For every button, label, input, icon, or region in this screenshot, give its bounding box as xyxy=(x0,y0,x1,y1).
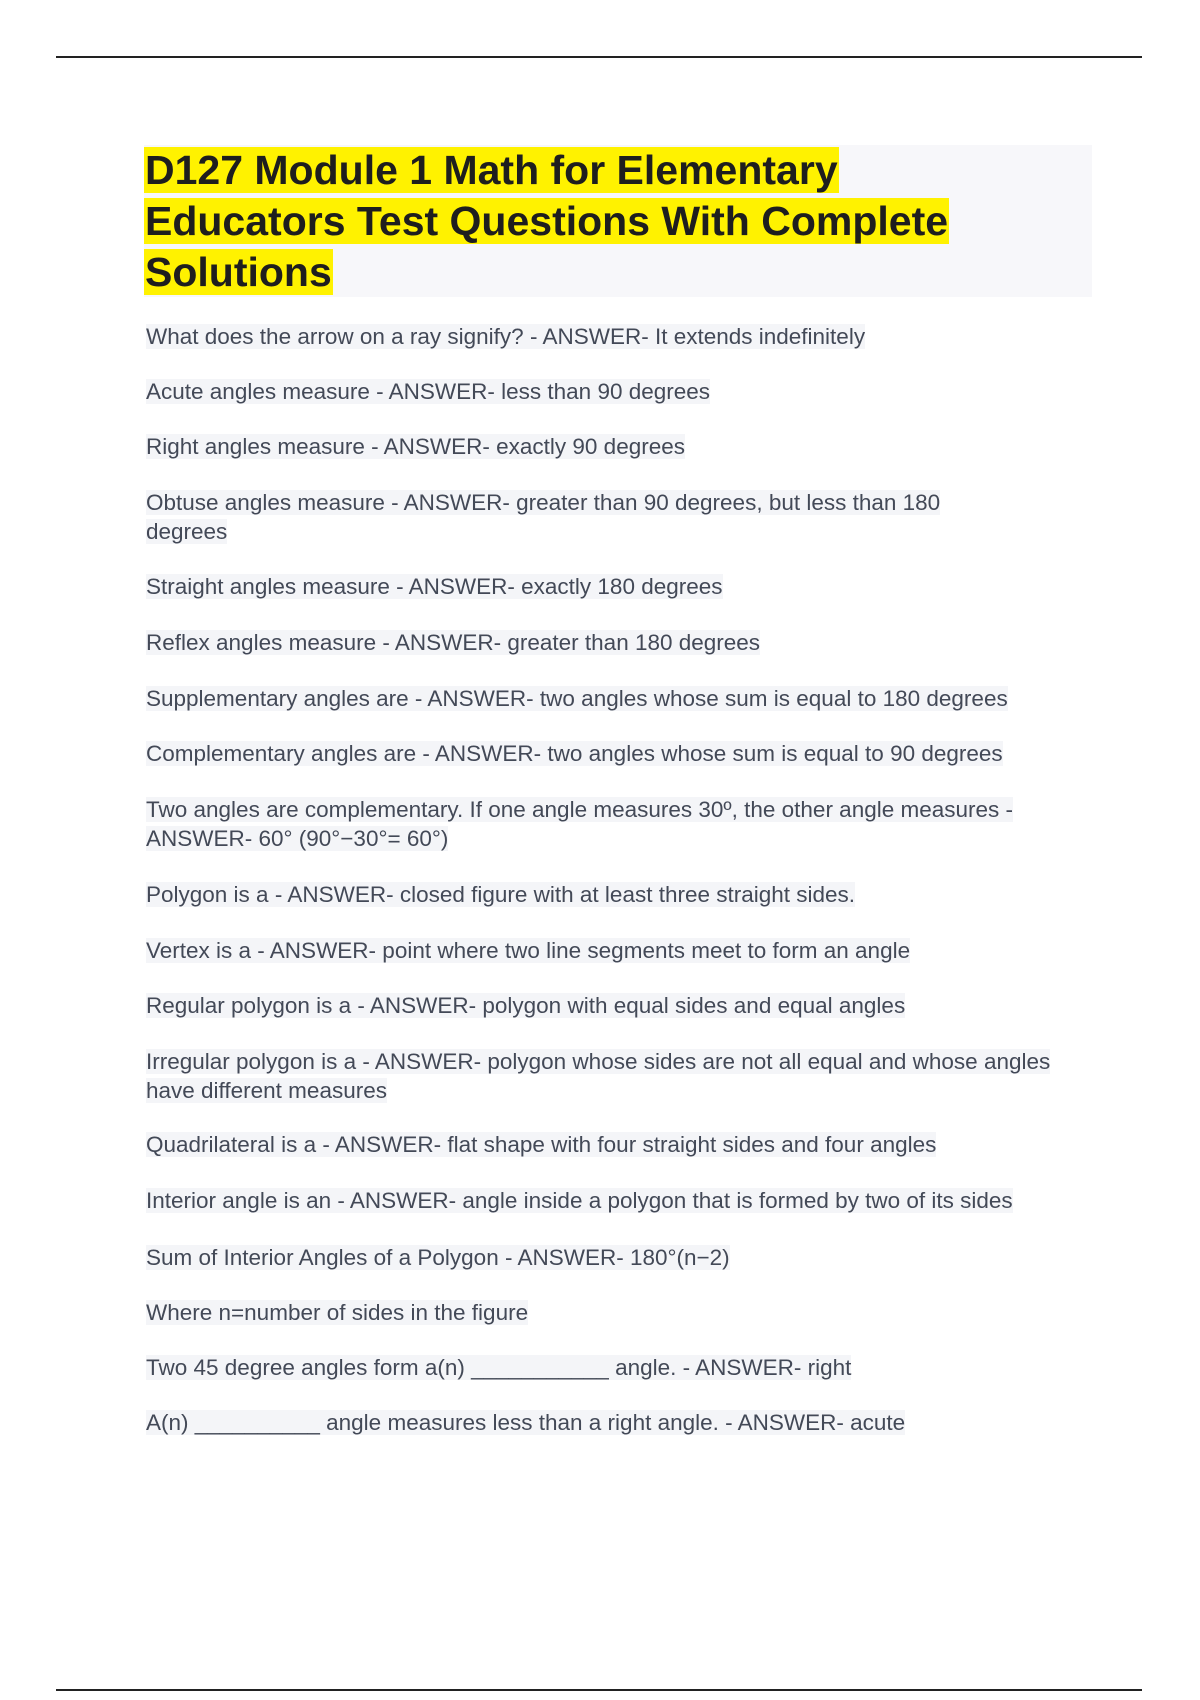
bottom-rule xyxy=(56,1689,1142,1691)
qa-item: A(n) __________ angle measures less than a right angle. - ANSWER- acute xyxy=(146,1410,906,1435)
document-title xyxy=(144,145,1092,298)
qa-item: Irregular polygon is a - ANSWER- polygon whose sides are not all equal and whose angles have different measures xyxy=(146,1049,1051,1103)
qa-item: Straight angles measure - ANSWER- exactly 180 degrees xyxy=(146,574,723,599)
qa-item: What does the arrow on a ray signify? - ANSWER- It extends indefinitely xyxy=(146,324,866,349)
qa-item: Right angles measure - ANSWER- exactly 90 degrees xyxy=(146,434,685,459)
qa-item: Quadrilateral is a - ANSWER- flat shape with four straight sides and four angles xyxy=(146,1132,937,1157)
qa-item: Polygon is a - ANSWER- closed figure with at least three straight sides. xyxy=(146,882,856,907)
title-line: Educators Test Questions With Complete xyxy=(145,198,949,244)
qa-item: Complementary angles are - ANSWER- two angles whose sum is equal to 90 degrees xyxy=(146,741,1003,766)
qa-item: Two 45 degree angles form a(n) ___________ angle. - ANSWER- right xyxy=(146,1355,852,1380)
qa-item: Interior angle is an - ANSWER- angle inside a polygon that is formed by two of its sides xyxy=(146,1188,1013,1213)
title-block xyxy=(144,145,1092,297)
title-line: Solutions xyxy=(145,249,332,295)
qa-item: Regular polygon is a - ANSWER- polygon with equal sides and equal angles xyxy=(146,993,906,1018)
qa-item: Acute angles measure - ANSWER- less than 90 degrees xyxy=(146,379,711,404)
title-line: D127 Module 1 Math for Elementary xyxy=(145,147,838,193)
qa-item: Two angles are complementary. If one angle measures 30º, the other angle measures - ANSWER- 60° (90°−30°= 60°) xyxy=(146,797,1014,851)
qa-item: Where n=number of sides in the figure xyxy=(146,1300,529,1325)
top-rule xyxy=(56,56,1142,58)
qa-item: Obtuse angles measure - ANSWER- greater than 90 degrees, but less than 180 degrees xyxy=(146,490,941,544)
qa-item: Reflex angles measure - ANSWER- greater than 180 degrees xyxy=(146,630,761,655)
qa-item: Supplementary angles are - ANSWER- two angles whose sum is equal to 180 degrees xyxy=(146,686,1008,711)
qa-item: Sum of Interior Angles of a Polygon - ANSWER- 180°(n−2) xyxy=(146,1245,730,1270)
qa-item: Vertex is a - ANSWER- point where two line segments meet to form an angle xyxy=(146,938,911,963)
